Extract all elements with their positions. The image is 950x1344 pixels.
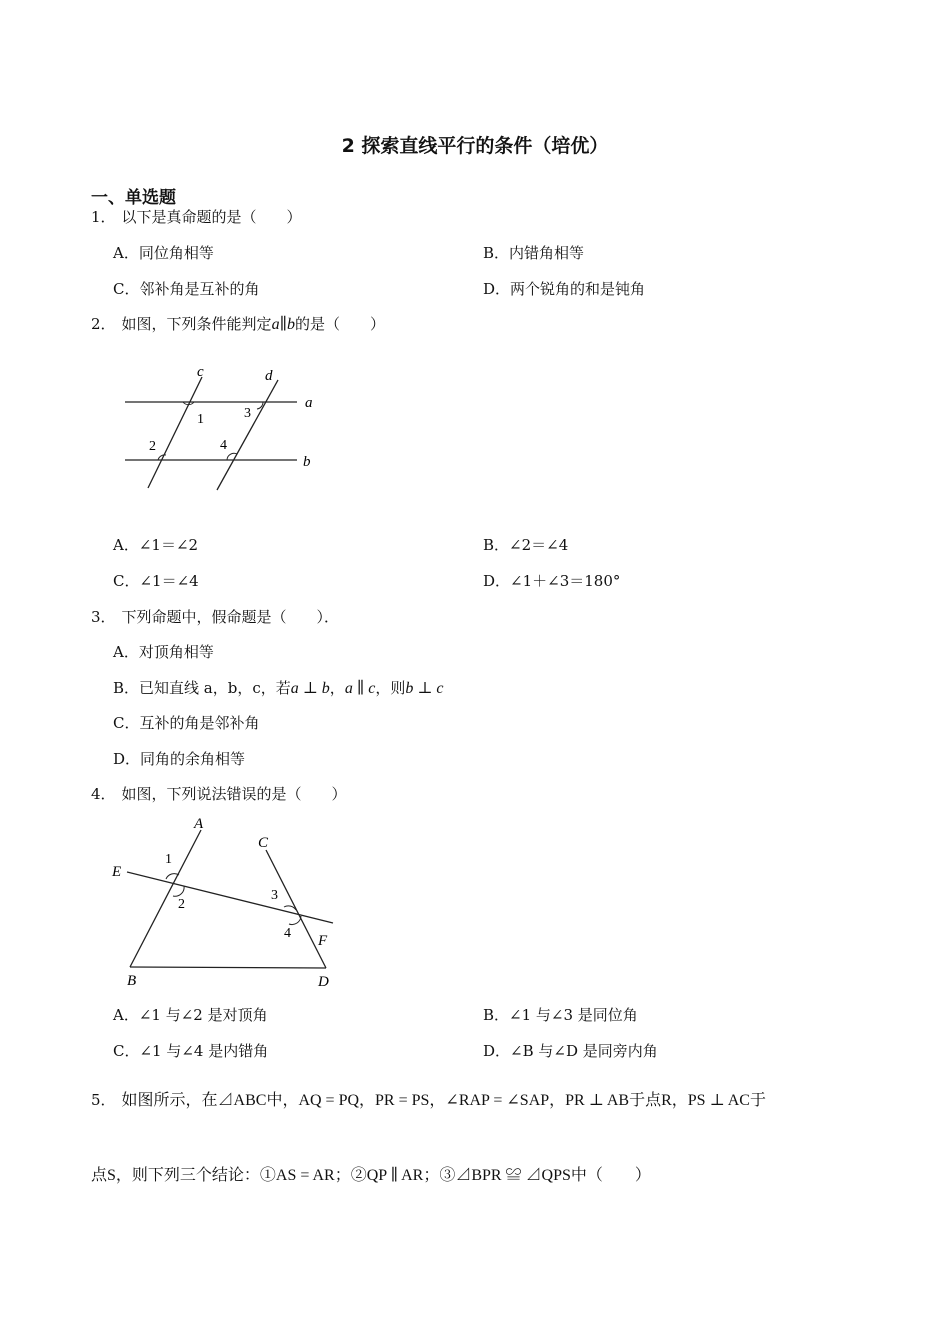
question-stem-pre: 如图，下列条件能判定: [121, 315, 272, 333]
label-B: B: [127, 973, 137, 989]
label-angle-1: 1: [197, 412, 204, 427]
question-4: [91, 783, 347, 804]
page-title: 2 探索直线平行的条件（培优）: [341, 135, 609, 157]
label-angle-1: 1: [165, 852, 172, 867]
q3-option-b-math-1: a ⊥ b: [290, 680, 330, 697]
q2-option-d: D．∠1＋∠3＝180°: [483, 572, 621, 590]
label-angle-4: 4: [284, 926, 291, 941]
section-heading: 一、单选题: [91, 188, 176, 208]
q4-option-d: D．∠B 与∠D 是同旁内角: [483, 1042, 658, 1060]
q2-option-c: C．∠1＝∠4: [113, 572, 199, 590]
angle-2-arc: [173, 886, 184, 896]
label-angle-3: 3: [244, 406, 251, 421]
q3-option-b: [113, 677, 443, 698]
q3-option-b-math-3: b ⊥ c: [405, 680, 444, 697]
line-d: [217, 380, 278, 490]
label-c: c: [197, 364, 204, 380]
q3-option-c: C．互补的角是邻补角: [113, 714, 260, 732]
triangle-transversal-figure: [108, 812, 343, 992]
q3-option-a: A．对顶角相等: [113, 643, 214, 661]
q2-option-b: B．∠2＝∠4: [483, 536, 569, 554]
label-F: F: [318, 933, 328, 949]
question-1: [91, 206, 302, 227]
line-ef: [127, 872, 333, 923]
label-angle-3: 3: [271, 888, 278, 903]
q1-option-c: C．邻补角是互补的角: [113, 280, 260, 298]
q4-option-b: B．∠1 与∠3 是同位角: [483, 1006, 638, 1024]
question-5: [91, 1087, 766, 1110]
q1-option-b: B．内错角相等: [483, 244, 585, 262]
question-stem: 以下是真命题的是（ ）: [121, 208, 302, 226]
question-stem-line-2: 点S，则下列三个结论：①AS = AR；②QP ∥ AR；③⊿BPR ≌ ⊿QPS中（ ）: [91, 1167, 651, 1184]
label-b: b: [303, 454, 311, 470]
q3-option-b-pre: B．已知直线 a，b，c，若: [113, 679, 291, 697]
question-number: 3．: [91, 608, 116, 626]
q2-option-a: A．∠1＝∠2: [113, 536, 199, 554]
label-C: C: [258, 835, 269, 851]
label-angle-2: 2: [178, 897, 185, 912]
question-stem-line-1: 如图所示，在⊿ABC中，AQ = PQ，PR = PS，∠RAP = ∠SAP，PR ⊥ AB于点R，PS ⊥ AC于: [121, 1092, 766, 1109]
label-D: D: [318, 974, 329, 990]
question-stem: 如图，下列说法错误的是（ ）: [121, 785, 347, 803]
label-a: a: [305, 395, 313, 411]
line-bd: [130, 967, 326, 968]
question-number: 4．: [91, 785, 116, 803]
label-d: d: [265, 368, 273, 384]
label-E: E: [112, 864, 122, 880]
question-3: [91, 606, 339, 627]
angle-4-arc: [289, 916, 301, 925]
question-number: 5．: [91, 1091, 116, 1109]
label-angle-4: 4: [220, 438, 227, 453]
q4-option-a: A．∠1 与∠2 是对顶角: [113, 1006, 268, 1024]
line-ab: [130, 830, 201, 967]
parallel-lines-figure: [115, 360, 325, 495]
question-number: 1．: [91, 208, 116, 226]
question-stem: 下列命题中，假命题是（ ）．: [121, 608, 340, 626]
q1-option-a: A．同位角相等: [113, 244, 214, 262]
question-2: [91, 313, 385, 334]
q3-option-d: D．同角的余角相等: [113, 750, 246, 768]
label-A: A: [194, 816, 204, 832]
question-stem-post: 的是（ ）: [294, 315, 385, 333]
line-c: [148, 377, 202, 488]
q3-option-b-sep-2: ，则: [375, 679, 406, 697]
label-angle-2: 2: [149, 439, 156, 454]
q3-option-b-sep-1: ，: [329, 679, 345, 697]
q4-option-c: C．∠1 与∠4 是内错角: [113, 1042, 269, 1060]
question-number: 2．: [91, 315, 116, 333]
q3-option-b-math-2: a ∥ c: [344, 680, 376, 697]
q1-option-d: D．两个锐角的和是钝角: [483, 280, 646, 298]
question-stem-math: a∥b: [271, 316, 295, 333]
